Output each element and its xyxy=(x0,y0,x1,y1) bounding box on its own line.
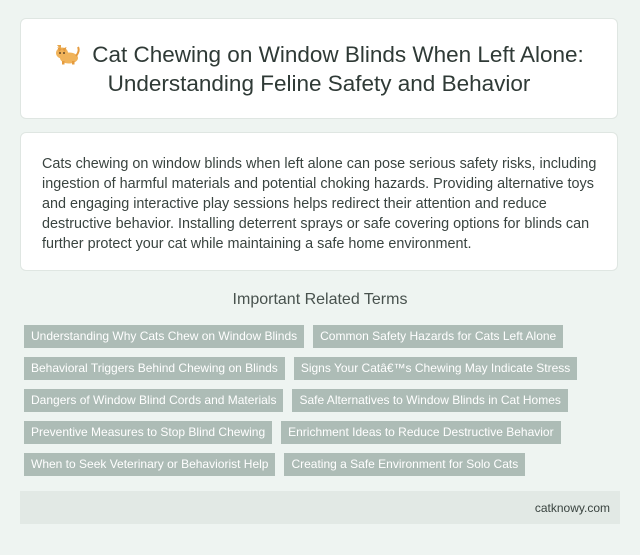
related-term-tag[interactable]: Signs Your Catâ€™s Chewing May Indicate Stress xyxy=(294,357,577,380)
tag-row xyxy=(24,357,577,380)
tag-row xyxy=(24,453,525,476)
footer-site-link[interactable]: catknowy.com xyxy=(534,501,610,515)
related-term-tag[interactable]: Preventive Measures to Stop Blind Chewing xyxy=(24,421,272,444)
related-term-tag[interactable]: Dangers of Window Blind Cords and Materials xyxy=(24,389,283,412)
page-title-text: Cat Chewing on Window Blinds When Left Alone: Understanding Feline Safety and Behavior xyxy=(92,41,584,96)
tag-row xyxy=(24,325,563,348)
related-term-tag[interactable]: Understanding Why Cats Chew on Window Blinds xyxy=(24,325,304,348)
cat-icon xyxy=(54,43,80,65)
related-term-tag[interactable]: Safe Alternatives to Window Blinds in Cat Homes xyxy=(292,389,567,412)
tag-row xyxy=(24,389,568,412)
related-term-tag[interactable]: When to Seek Veterinary or Behaviorist Help xyxy=(24,453,275,476)
summary-text: Cats chewing on window blinds when left alone can pose serious safety risks, including ingestion of harmful materials and potential choking hazards. Providing alternative toys and engaging interactive play sessions helps redirect their attention and reduce destructive behavior. Installing deterrent sprays or safe covering options for blinds can further protect your cat while maintaining a safe home environment. xyxy=(42,156,597,252)
page-title xyxy=(49,40,589,98)
summary-card xyxy=(20,132,618,271)
related-term-tag[interactable]: Behavioral Triggers Behind Chewing on Blinds xyxy=(24,357,285,380)
related-term-tag[interactable]: Common Safety Hazards for Cats Left Alone xyxy=(313,325,563,348)
related-term-tag[interactable]: Enrichment Ideas to Reduce Destructive Behavior xyxy=(281,421,560,444)
footer xyxy=(20,491,620,524)
title-card xyxy=(20,18,618,119)
related-terms-heading: Important Related Terms xyxy=(232,291,408,308)
related-term-tag[interactable]: Creating a Safe Environment for Solo Cats xyxy=(284,453,525,476)
tag-row xyxy=(24,421,561,444)
